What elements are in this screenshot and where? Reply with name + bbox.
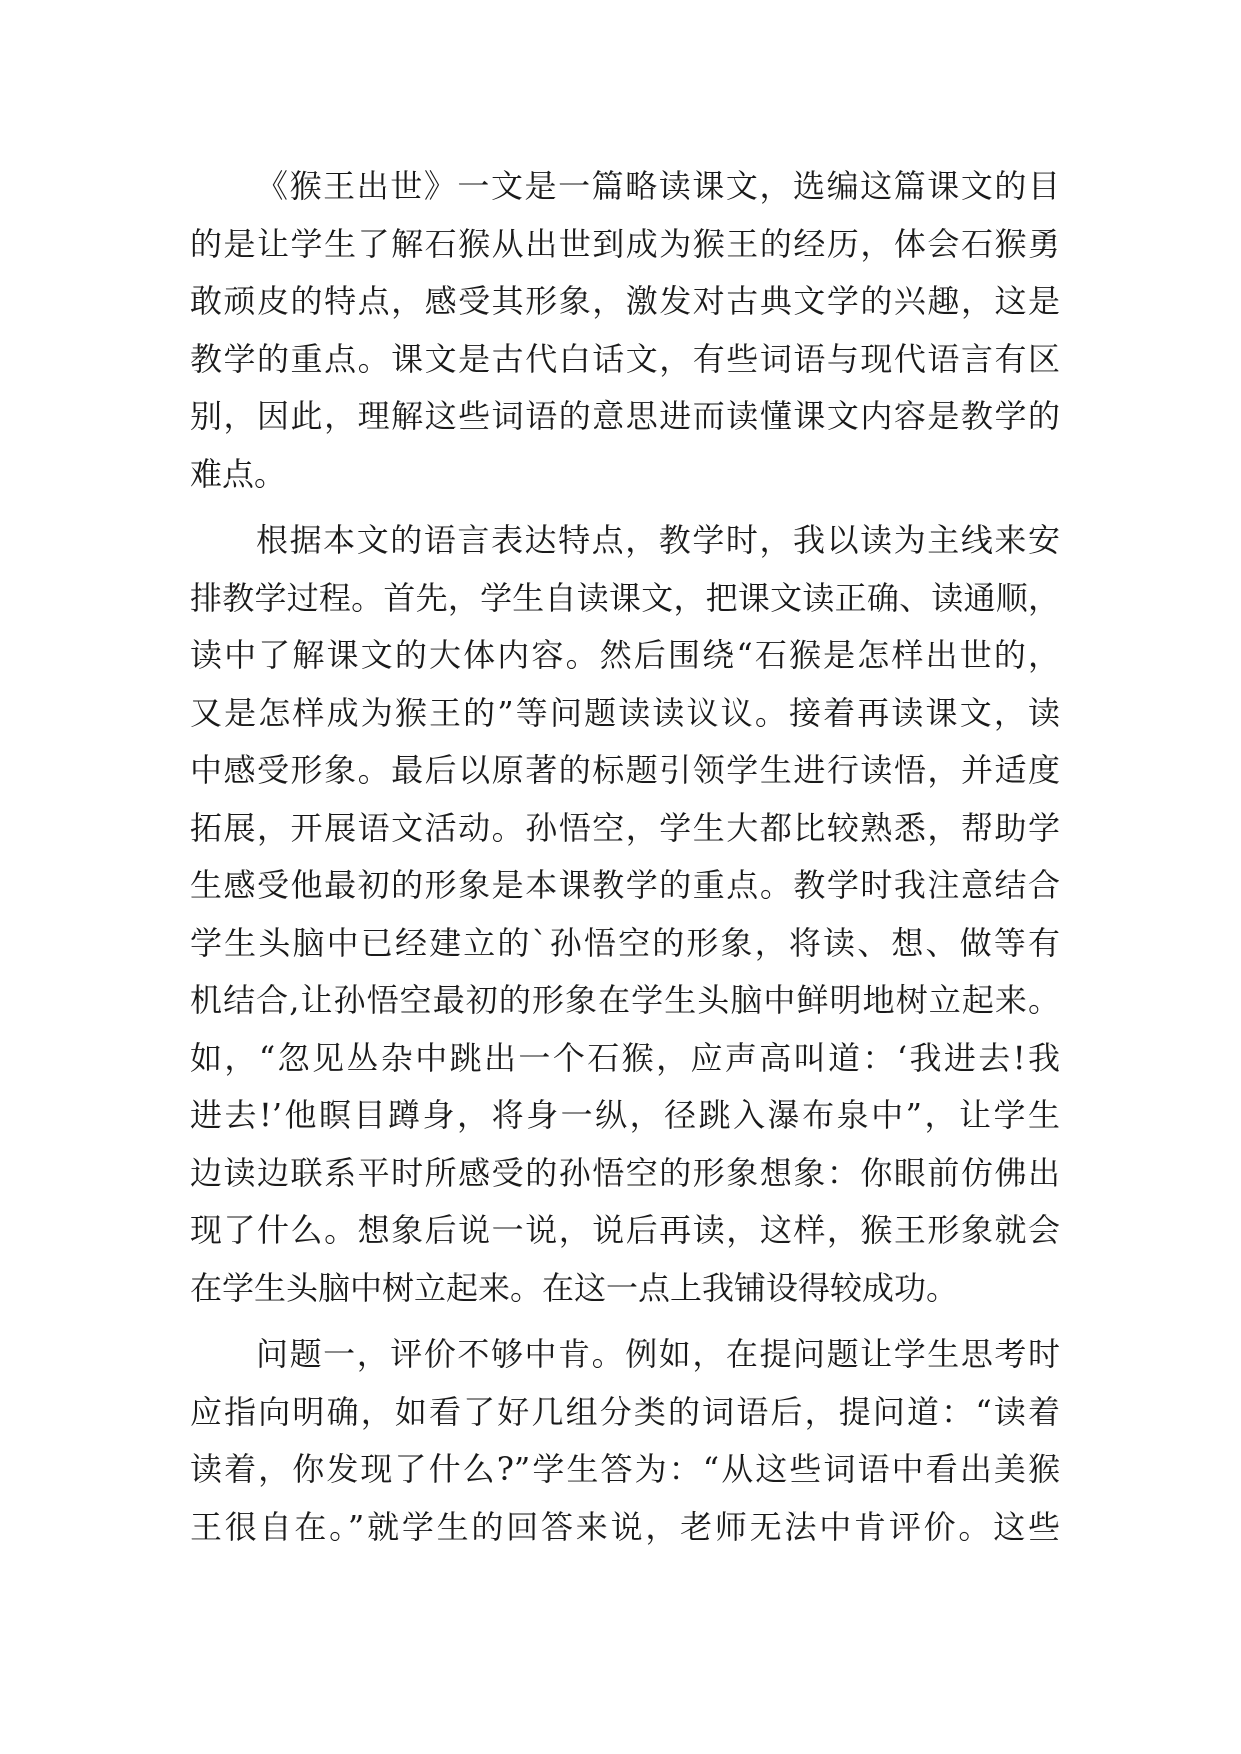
text-line: 在学生头脑中树立起来。在这一点上我铺设得较成功。 <box>190 1268 959 1307</box>
paragraph-3 <box>190 1326 1060 1556</box>
text-line: 读着，你发现了什么?”学生答为：“从这些词语中看出美猴 <box>190 1450 1060 1488</box>
text-line: 拓展，开展语文活动。孙悟空，学生大都比较熟悉，帮助学 <box>190 808 1060 847</box>
text-line: 问题一，评价不够中肯。例如，在提问题让学生思考时 <box>256 1335 1060 1373</box>
document-body <box>190 158 1060 1556</box>
paragraph-1 <box>190 158 1060 503</box>
text-line: 学生头脑中已经建立的`孙悟空的形象，将读、想、做等有 <box>190 923 1060 962</box>
text-line: 的是让学生了解石猴从出世到成为猴王的经历，体会石猴勇 <box>190 224 1060 263</box>
text-line: 现了什么。想象后说一说，说后再读，这样，猴王形象就会 <box>190 1211 1060 1249</box>
text-line: 中感受形象。最后以原著的标题引领学生进行读悟，并适度 <box>190 751 1060 789</box>
text-line: 又是怎样成为猴王的”等问题读读议议。接着再读课文，读 <box>190 693 1060 732</box>
text-line: 生感受他最初的形象是本课教学的重点。教学时我注意结合 <box>190 866 1060 904</box>
text-line: 进去!’他瞑目蹲身，将身一纵，径跳入瀑布泉中”，让学生 <box>190 1096 1060 1134</box>
text-line: 别，因此，理解这些词语的意思进而读懂课文内容是教学的 <box>190 397 1060 435</box>
text-line: 边读边联系平时所感受的孙悟空的形象想象：你眼前仿佛出 <box>190 1153 1060 1192</box>
text-line: 教学的重点。课文是古代白话文，有些词语与现代语言有区 <box>190 339 1060 378</box>
paragraph-2 <box>190 512 1060 1317</box>
text-line: 王很自在。”就学生的回答来说，老师无法中肯评价。这些 <box>190 1507 1060 1546</box>
text-line: 如，“忽见丛杂中跳出一个石猴，应声高叫道：‘我进去!我 <box>190 1038 1060 1077</box>
text-line: 难点。 <box>190 454 287 493</box>
text-line: 根据本文的语言表达特点，教学时，我以读为主线来安 <box>256 521 1060 559</box>
text-line: 读中了解课文的大体内容。然后围绕“石猴是怎样出世的， <box>190 636 1060 674</box>
text-line: 敢顽皮的特点，感受其形象，激发对古典文学的兴趣，这是 <box>190 282 1060 320</box>
text-line: 应指向明确，如看了好几组分类的词语后，提问道：“读着 <box>190 1392 1060 1431</box>
text-line: 机结合,让孙悟空最初的形象在学生头脑中鲜明地树立起来。 <box>190 981 1060 1019</box>
text-line: 《猴王出世》一文是一篇略读课文，选编这篇课文的目 <box>256 167 1060 205</box>
text-line: 排教学过程。首先，学生自读课文，把课文读正确、读通顺， <box>190 578 1060 617</box>
